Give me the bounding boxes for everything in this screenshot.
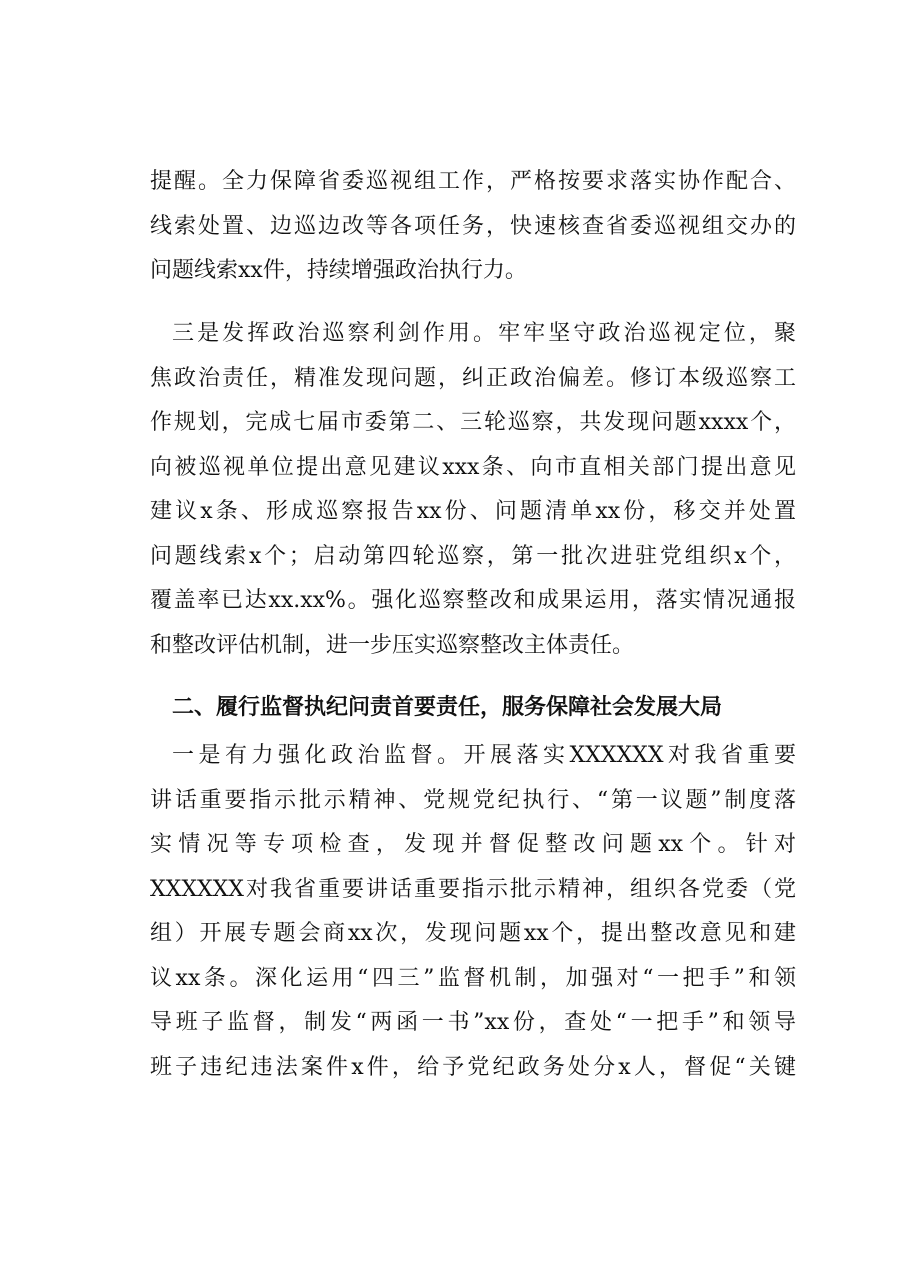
paragraph-continuation [150,160,796,294]
text-line: 班子违纪违法案件x件，给予党纪政务处分x人，督促“关键 [150,1054,796,1080]
paragraph-inspection [150,312,796,668]
text-line: 问题线索xx件，持续增强政治执行力。 [150,258,527,283]
text-line: 线索处置、边巡边改等各项任务，快速核查省委巡视组交办的 [150,213,796,239]
text-line: 讲话重要指示批示精神、党规党纪执行、“第一议题”制度落 [150,787,796,813]
text-line: 覆盖率已达xx.xx%。强化巡察整改和成果运用，落实情况通报 [150,588,796,613]
text-line: 实情况等专项检查，发现并督促整改问题xx个。针对 [150,832,796,857]
paragraph-supervision [150,734,796,1090]
text-line: 焦政治责任，精准发现问题，纠正政治偏差。修订本级巡察工 [150,365,796,391]
text-line: 向被巡视单位提出意见建议xxx条、向市直相关部门提出意见 [150,454,796,480]
text-line: 议xx条。深化运用“四三”监督机制，加强对“一把手”和领 [150,965,796,991]
text-line: 提醒。全力保障省委巡视组工作，严格按要求落实协作配合、 [150,169,796,194]
text-line: 导班子监督，制发“两函一书”xx份，查处“一把手”和领导 [150,1010,796,1035]
text-line: 作规划，完成七届市委第二、三轮巡察，共发现问题xxxx个， [150,410,796,435]
section-heading-block [150,686,796,731]
text-line: 组）开展专题会商xx次，发现问题xx个，提出整改意见和建 [150,921,796,946]
text-line: 建议x条、形成巡察报告xx份、问题清单xx份，移交并处置 [150,499,796,524]
section-heading: 二、履行监督执纪问责首要责任，服务保障社会发展大局 [172,695,723,720]
text-line: 和整改评估机制，进一步压实巡察整改主体责任。 [150,632,635,658]
text-line: XXXXXX对我省重要讲话重要指示批示精神，组织各党委（党 [150,876,796,902]
text-line: 问题线索x个；启动第四轮巡察，第一批次进驻党组织x个， [150,543,796,569]
text-line: 一是有力强化政治监督。开展落实XXXXXX对我省重要 [172,743,796,768]
text-line: 三是发挥政治巡察利剑作用。牢牢坚守政治巡视定位，聚 [172,321,796,346]
